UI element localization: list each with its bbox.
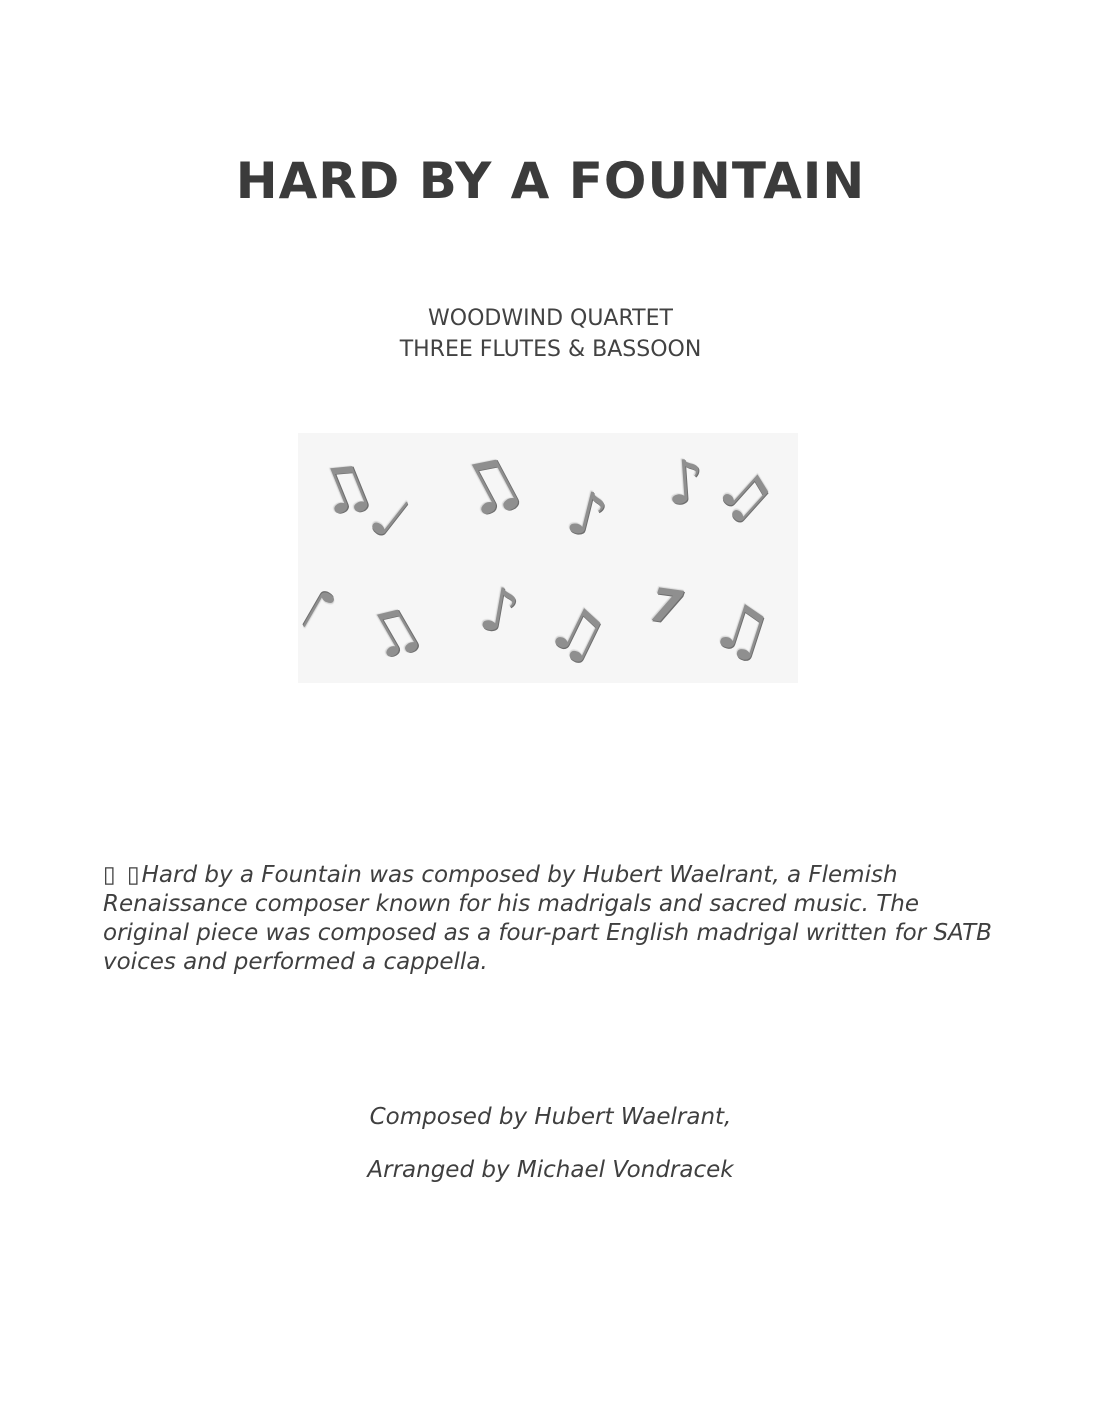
music-note-icon: ♫ (304, 444, 384, 533)
music-note-icon: ♫ (352, 589, 434, 677)
music-note-icon: ♫ (702, 585, 781, 675)
page-title: HARD BY A FOUNTAIN (235, 152, 866, 210)
music-note-icon: ♩ (291, 574, 347, 645)
subtitle-line-ensemble: WOODWIND QUARTET (428, 306, 673, 331)
description-paragraph (103, 861, 1003, 977)
arranger-credit: Arranged by Michael Vondracek (367, 1157, 734, 1183)
subtitle (0, 303, 1101, 365)
music-note-icon: ♪ (663, 446, 707, 520)
eighth-rest-icon: 7 (646, 577, 686, 635)
music-note-icon: ♪ (560, 476, 615, 554)
music-notes-clipart (291, 433, 798, 683)
subtitle-line-instrumentation: THREE FLUTES & BASSOON (399, 337, 702, 362)
music-note-icon: ♫ (442, 435, 537, 537)
missing-glyph-boxes: ▯ ▯ (103, 862, 142, 888)
music-note-icon: ♫ (703, 451, 789, 537)
music-note-icon: ♪ (474, 573, 525, 649)
music-note-icon: ♩ (357, 481, 422, 553)
music-note-icon: ♫ (537, 586, 620, 677)
description-text: Hard by a Fountain was composed by Hubert Waelrant, a Flemish Renaissance composer known for his madrigals and sacred music. The original piece was composed as a four-part English madrigal written for SATB voices and performed a cappella. (103, 862, 992, 975)
composer-credit: Composed by Hubert Waelrant, (369, 1104, 732, 1130)
